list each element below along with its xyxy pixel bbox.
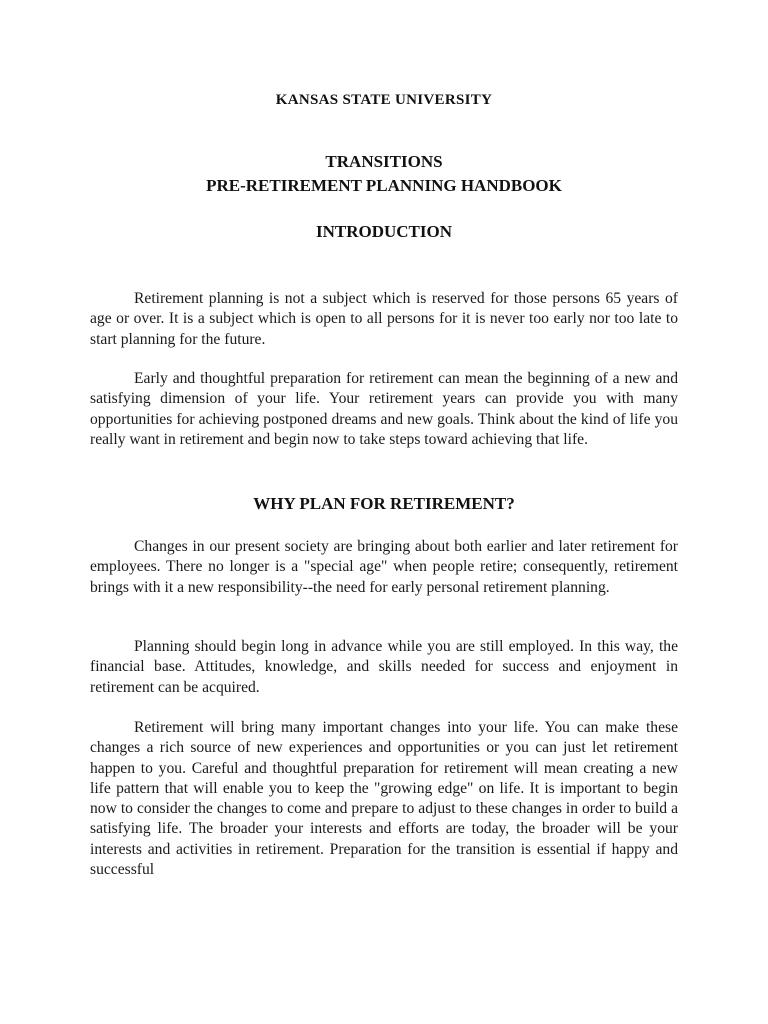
why-paragraph-3: Retirement will bring many important changes into your life. You can make these changes a rich source of new experiences and opportunities or you can just let retirement happen to you. Careful and thoughtful preparation for retirement will mean creating a new life pattern that will enable you to keep the "growing edge" on life. It is important to begin now to consider the changes to come and prepare to adjust to these changes in order to build a satisfying life. The broader your interests and efforts are today, the broader will be your interests and activities in retirement. Preparation for the transition is essential if happy and successful xyxy=(90,719,678,879)
why-paragraph-2: Planning should begin long in advance while you are still employed. In this way, the financial base. Attitudes, knowledge, and skills needed for success and enjoyment in retirement can be acquired. xyxy=(90,638,678,696)
document-title-line2: PRE-RETIREMENT PLANNING HANDBOOK xyxy=(206,176,562,195)
intro-paragraph-2: Early and thoughtful preparation for retirement can mean the beginning of a new and satisfying dimension of your life. Your retirement years can provide you with many opportunities for achieving postponed dreams and new goals. Think about the kind of life you really want in retirement and begin now to take steps toward achieving that life. xyxy=(90,370,678,448)
section-heading-why-plan: WHY PLAN FOR RETIREMENT? xyxy=(253,494,515,513)
why-paragraph-1: Changes in our present society are bringing about both earlier and later retirement for employees. There no longer is a "special age" when people retire; consequently, retirement brings with it a new responsibility--the need for early personal retirement planning. xyxy=(90,538,678,596)
document-title-line1: TRANSITIONS xyxy=(325,152,443,171)
university-name: KANSAS STATE UNIVERSITY xyxy=(275,92,493,108)
intro-paragraph-1: Retirement planning is not a subject which is reserved for those persons 65 years of age or over. It is a subject which is open to all persons for it is never too early nor too late to start planning for the future. xyxy=(90,290,678,348)
section-heading-introduction: INTRODUCTION xyxy=(315,222,453,241)
